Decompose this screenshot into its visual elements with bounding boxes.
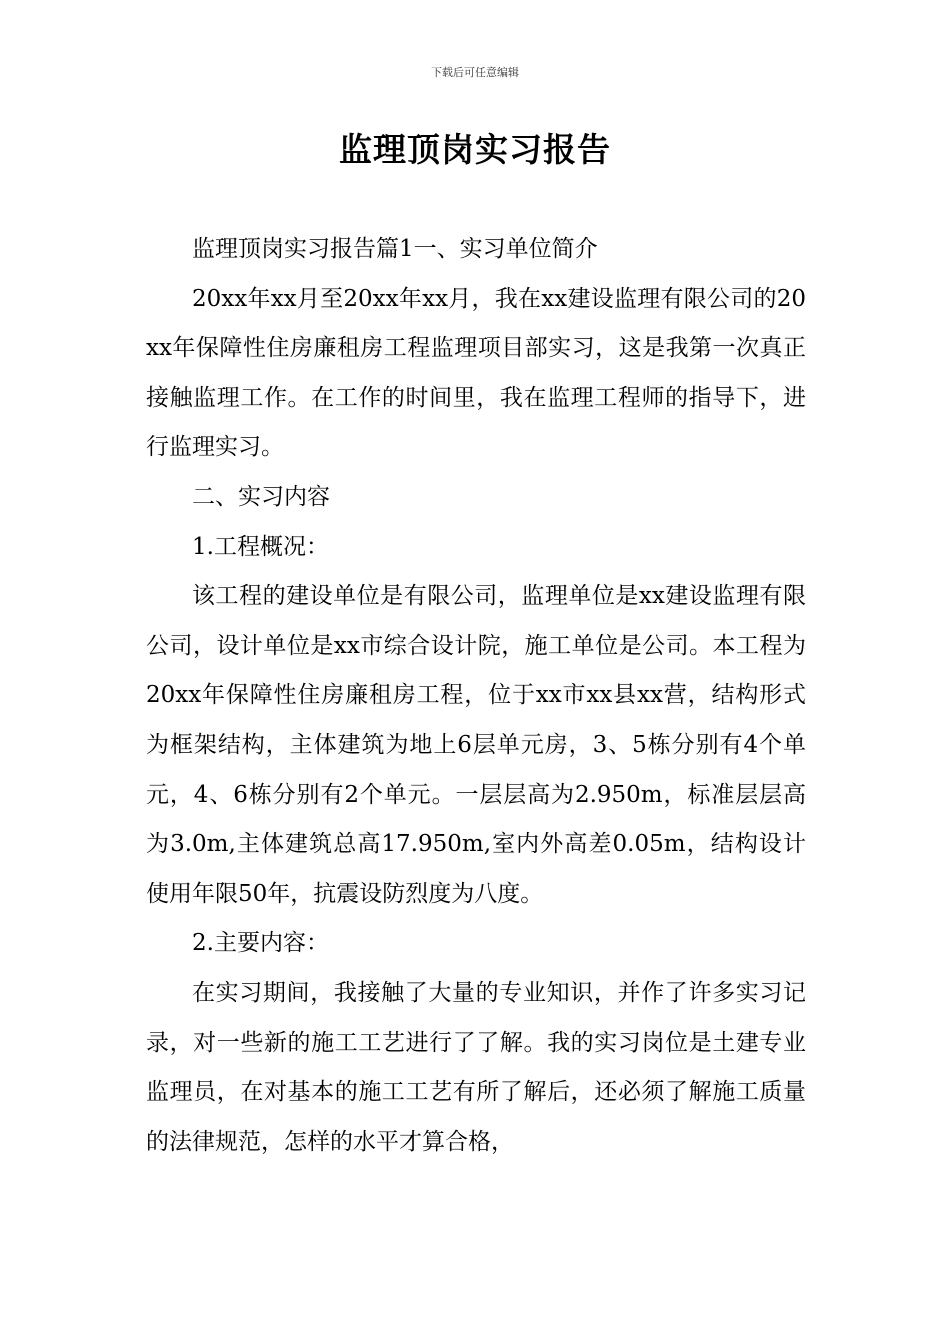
paragraph-section-intro: 监理顶岗实习报告篇1一、实习单位简介 [192, 236, 598, 262]
document-title: 监理顶岗实习报告 [339, 130, 611, 169]
paragraph-main-content-heading: 2.主要内容： [192, 930, 329, 957]
paragraph-section-content: 二、实习内容 [192, 483, 330, 510]
header-note: 下载后可任意编辑 [431, 66, 519, 79]
paragraph-project-overview-heading: 1.工程概况： [192, 533, 329, 560]
paragraph-main-content: 在实习期间，我接触了大量的专业知识，并作了许多实习记录，对一些新的施工工艺进行了了解。我的实习岗位是土建专业监理员，在对基本的施工工艺有所了解后，还必须了解施工质量的法律规范，怎样的水平才算合格， [146, 979, 806, 1155]
paragraph-project-details: 该工程的建设单位是有限公司，监理单位是xx建设监理有限公司，设计单位是xx市综合设计院，施工单位是公司。本工程为20xx年保障性住房廉租房工程，位于xx市xx县xx营，结构形式为框架结构，主体建筑为地上6层单元房，3、5栋分别有4个单元，4、6栋分别有2个单元。一层层高为2.950m，标准层层高为3.0m,主体建筑总高17.950m,室内外高差0.05m，结构设计使用年限50年，抗震设防烈度为八度。 [146, 583, 806, 907]
document-body [146, 225, 806, 1167]
paragraph-internship-overview: 20xx年xx月至20xx年xx月，我在xx建设监理有限公司的20xx年保障性住房廉租房工程监理项目部实习，这是我第一次真正接触监理工作。在工作的时间里，我在监理工程师的指导下，进行监理实习。 [146, 285, 806, 461]
